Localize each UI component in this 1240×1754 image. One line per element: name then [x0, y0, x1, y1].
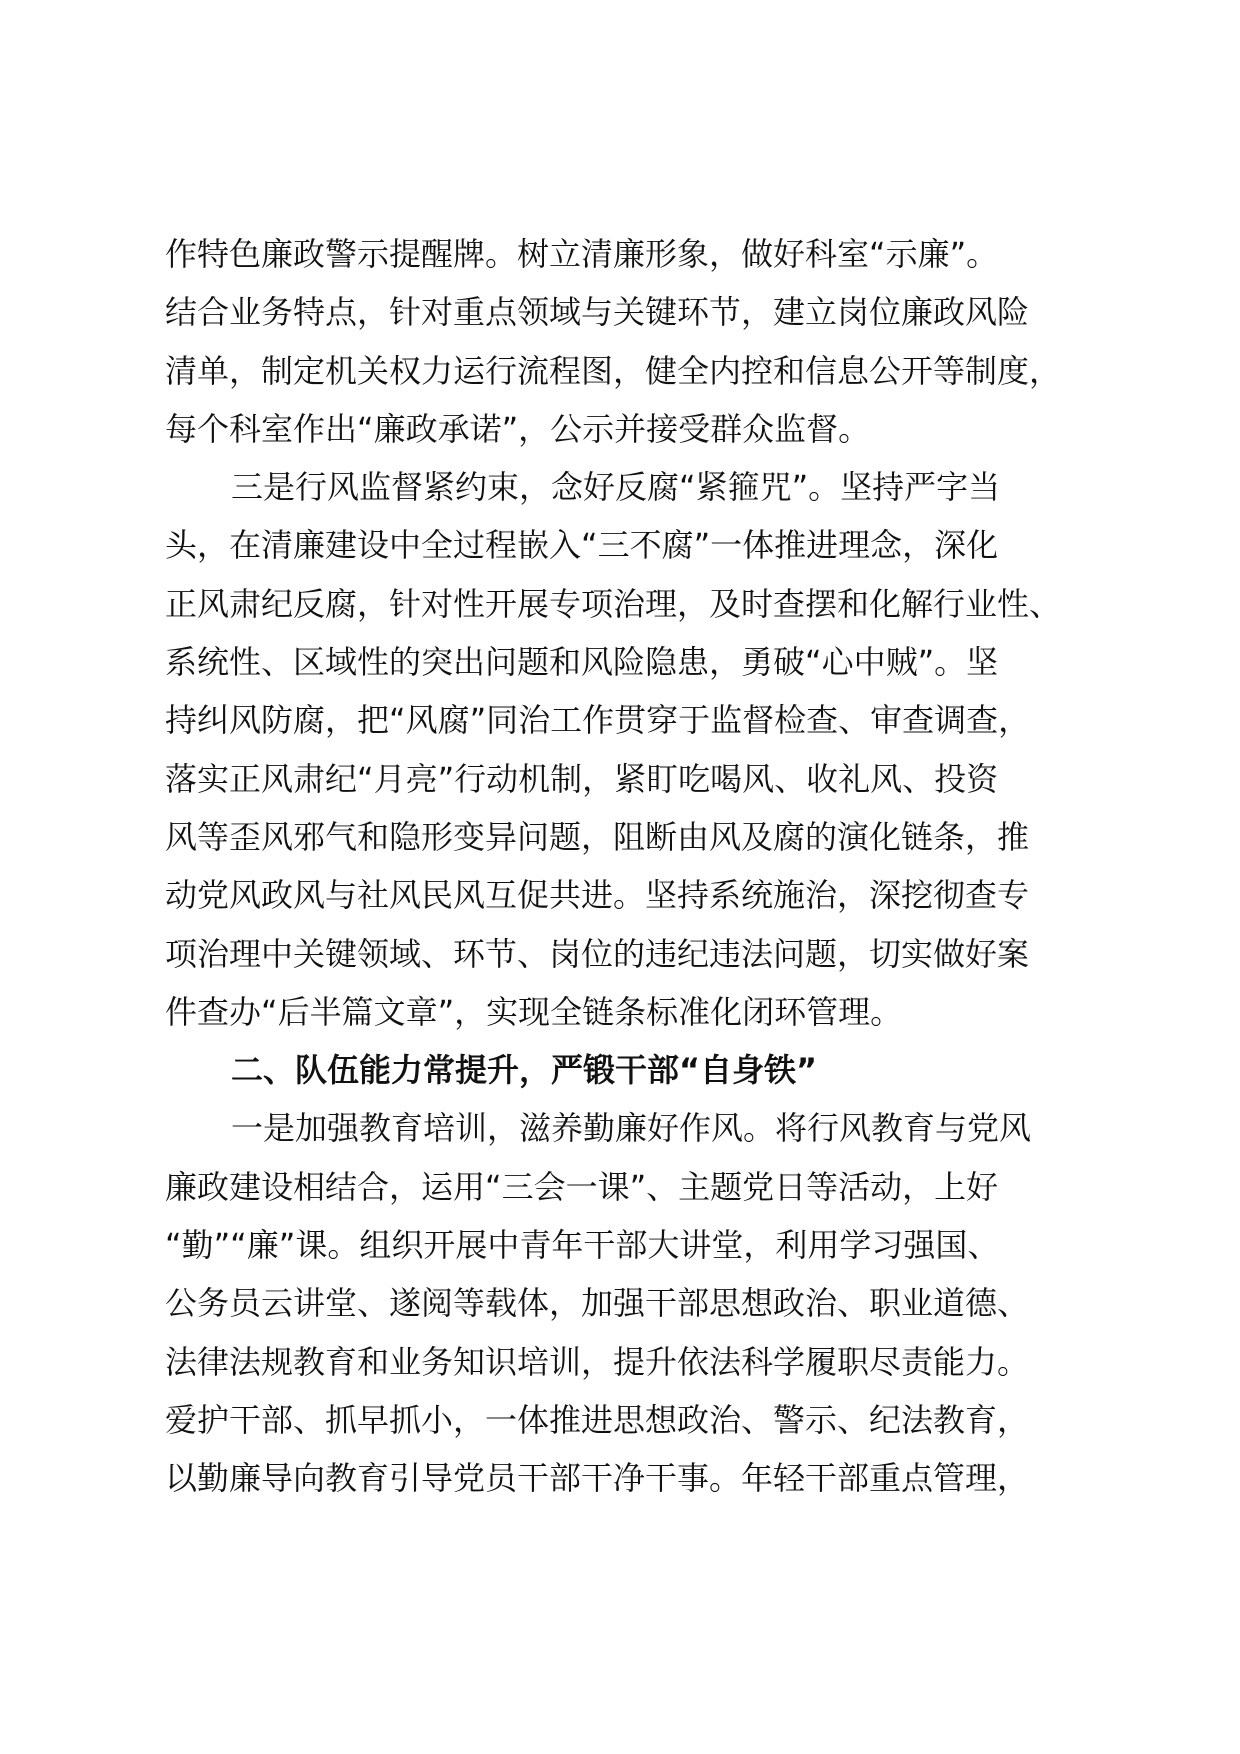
section-heading: 二、队伍能力常提升，严锻干部“自身铁”	[231, 1051, 818, 1090]
text-line: 作特色廉政警示提醒牌。树立清廉形象，做好科室“示廉”。	[165, 235, 999, 273]
text-line: “勤”“廉”课。组织开展中青年干部大讲堂，利用学习强国、	[165, 1226, 1000, 1265]
text-line: 项治理中关键领域、环节、岗位的违纪违法问题，切实做好案	[165, 934, 1030, 973]
text-line: 法律法规教育和业务知识培训，提升依法科学履职尽责能力。	[165, 1342, 1030, 1381]
text-line: 件查办“后半篇文章”，实现全链条标准化闭环管理。	[165, 992, 903, 1031]
text-line: 以勤廉导向教育引导党员干部干净干事。年轻干部重点管理，	[165, 1459, 1030, 1498]
text-line: 结合业务特点，针对重点领域与关键环节，建立岗位廉政风险	[165, 293, 1030, 332]
text-line: 头，在清廉建设中全过程嵌入“三不腐”一体推进理念，深化	[165, 526, 999, 565]
text-line: 动党风政风与社风民风互促共进。坚持系统施治，深挖彻查专	[165, 876, 1030, 915]
body-text	[165, 225, 1095, 1508]
paragraph-start-line: 一是加强教育培训，滋养勤廉好作风。将行风教育与党风	[231, 1109, 1032, 1148]
text-line: 爱护干部、抓早抓小，一体推进思想政治、警示、纪法教育，	[165, 1400, 1030, 1439]
text-line: 清单，制定机关权力运行流程图，健全内控和信息公开等制度，	[165, 351, 1062, 390]
text-line: 落实正风肃纪“月亮”行动机制，紧盯吃喝风、收礼风、投资	[165, 759, 999, 798]
text-line: 风等歪风邪气和隐形变异问题，阻断由风及腐的演化链条，推	[165, 817, 1030, 856]
text-line: 每个科室作出“廉政承诺”，公示并接受群众监督。	[165, 409, 871, 448]
text-line: 廉政建设相结合，运用“三会一课”、主题党日等活动，上好	[165, 1167, 999, 1206]
text-line: 正风肃纪反腐，针对性开展专项治理，及时查摆和化解行业性、	[165, 584, 1062, 623]
paragraph-start-line: 三是行风监督紧约束，念好反腐“紧箍咒”。坚持严字当	[231, 468, 1001, 507]
text-line: 持纠风防腐，把“风腐”同治工作贯穿于监督检查、审查调查，	[165, 701, 1031, 740]
text-line: 公务员云讲堂、遂阅等载体，加强干部思想政治、职业道德、	[165, 1284, 1030, 1323]
text-line: 系统性、区域性的突出问题和风险隐患，勇破“心中贼”。坚	[165, 643, 999, 682]
